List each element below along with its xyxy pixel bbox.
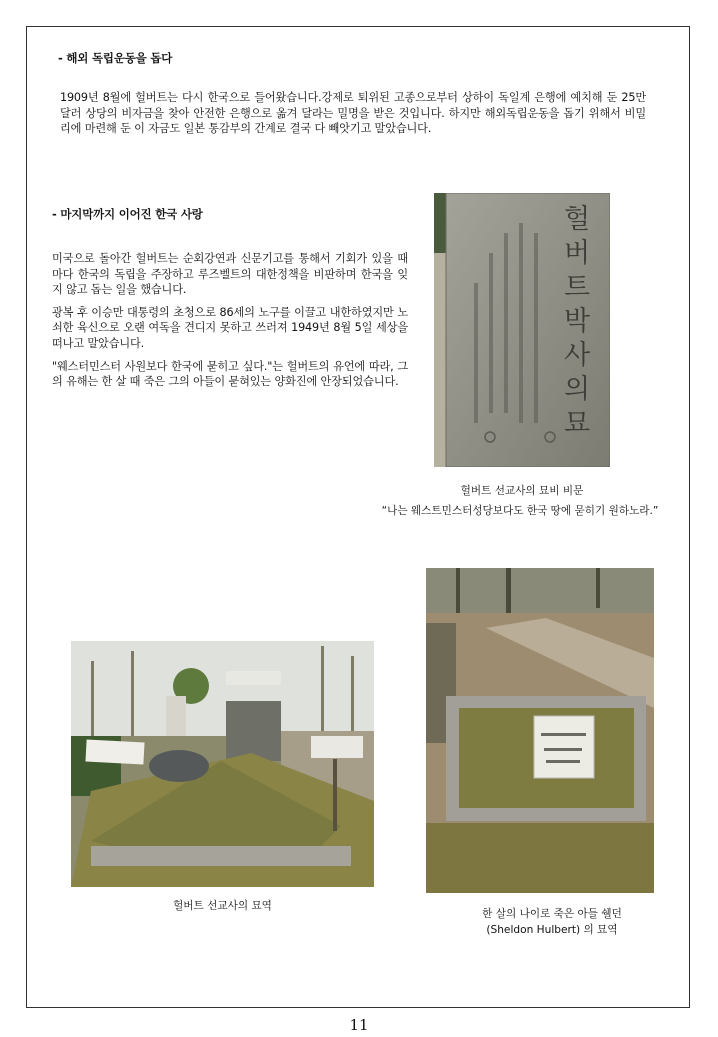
page-number: 11	[349, 1016, 369, 1034]
tombstone-caption: 헐버트 선교사의 묘비 비문	[460, 485, 584, 497]
tombstone-photo	[434, 193, 610, 467]
paragraph-2: 광복 후 이승만 대통령의 초청으로 86세의 노구를 이끌고 내한하였지만 노쇠한 육신으로 오랜 여독을 견디지 못하고 쓰러져 1949년 8월 5일 세상을 떠나고 말았습니다.	[52, 305, 408, 350]
son-grave-caption-line1: 한 살의 나이로 죽은 아들 쉘던	[482, 908, 622, 920]
section-body-overseas-independence	[60, 90, 646, 137]
paragraph: 1909년 8월에 헐버트는 다시 한국으로 들어왔습니다.강제로 퇴위된 고종으로부터 상하이 독일계 은행에 예치해 둔 25만 달러 상당의 비자금을 찾아 안전한 은행으로 옮겨 달라는 밀명을 받은 것입니다. 하지만 해외독립운동을 돕기 위해서 비밀리에 마련해 둔 이 자금도 일본 통감부의 간계로 결국 다 빼앗기고 말았습니다.	[60, 91, 646, 136]
grave-site-photo	[71, 641, 374, 887]
tombstone-inscription: 헐버트박사의묘	[563, 204, 591, 439]
son-grave-caption	[432, 906, 672, 938]
section-body-love-for-korea	[52, 251, 408, 390]
section-heading-love-for-korea: - 마지막까지 이어진 한국 사랑	[52, 207, 203, 221]
grave-site-caption: 헐버트 선교사의 묘역	[173, 900, 272, 912]
son-grave-caption-line2: (Sheldon Hulbert) 의 묘역	[486, 924, 618, 936]
son-grave-photo	[426, 568, 654, 893]
paragraph-1: 미국으로 돌아간 헐버트는 순회강연과 신문기고를 통해서 기회가 있을 때마다 한국의 독립을 주장하고 루즈벨트의 대한정책을 비판하며 한국을 잊지 않고 돕는 일을 했습니다.	[52, 252, 408, 297]
paragraph-3: "웨스터민스터 사원보다 한국에 묻히고 싶다."는 헐버트의 유언에 따라, 그의 유해는 한 살 때 죽은 그의 아들이 묻혀있는 양화진에 안장되었습니다.	[52, 359, 408, 389]
section-heading-overseas-independence: - 해외 독립운동을 돕다	[58, 51, 173, 65]
tombstone-quote: “나는 웨스트민스터성당보다도 한국 땅에 묻히기 원하노라.”	[381, 505, 659, 517]
